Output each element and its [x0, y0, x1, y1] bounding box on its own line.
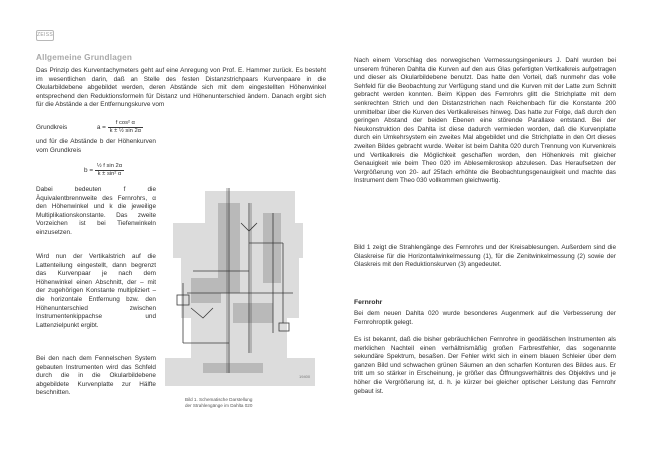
- formula-lhs: b =: [84, 167, 94, 175]
- paragraph-wird: Wird nun der Vertikalstrich auf die Lattenteilung eingestellt, dann begrenzt das Kurvenpaar je nach dem Höhenwinkel einen Abschnitt, der – mit der zugehörigen Konstante multipliziert – die horizontale Entfernung bzw. den Höhenunterschied zwischen Instrumentenkippachse und Lattenzielpunkt ergibt.: [36, 253, 156, 329]
- paragraph-fernrohr-intro: Bei dem neuen Dahlta 020 wurde besonderes Augenmerk auf die Verbesserung der Fernrohroptik gelegt.: [354, 310, 616, 326]
- paragraph-bei: Bei den nach dem Fennelschen System gebauten Instrumenten wird das Schfeld durch die in die Okularbildebene abgebildete Kurvenplatte zur Hälfte beschnitten.: [36, 355, 156, 397]
- paragraph-farbrestfehler: Es ist bekannt, daß die bisher gebräuchlichen Fernrohre in geodätischen Instrumenten als merklichen Nachteil einen verhältnismäßig großen Farbrestfehler, das sogenannte sekundäre Spektrum, besaßen. Der Fehler wirkt sich in einem blauen Schleier über dem ganzen Bild und schwachen grünen Säumen an den scharfen Konturen des Bildes aus. Er tritt um so stärker in Erscheinung, je größer das Öffnungsverhältnis des Objektivs und je höher die Vergrößerung ist, d. h. je kürzer bei gleicher optischer Leistung das Fernrohr gebaut ist.: [354, 336, 616, 395]
- figure-caption: Bild 1. Schematische Darstellung der Strahlengänge im Dahlta 020: [185, 397, 253, 409]
- formula-label: Grundkreis: [36, 124, 68, 132]
- paragraph-dabei: Dabei bedeuten f die Äquivalentbrennweite des Fernrohrs, α den Höhenwinkel und k die jeweilige Multiplikationskonstante. Das zweite Vorzeichen ist bei Tiefenwinkeln einzusetzen.: [36, 186, 156, 236]
- paragraph-bild1: Bild 1 zeigt die Strahlengänge des Fernrohrs und der Kreisablesungen. Außerdem sind die Glaskreise für die Horizontalwinkelmessung (1), für die Zenitwinkelmessung (2) sowie der Glaskreis mit den Reduktionskurven (3) angedeutet.: [354, 244, 616, 269]
- mid-paragraph: und für die Abstände b der Höhenkurven vom Grundkreis: [36, 138, 156, 154]
- formula-fraction: $\frac{\text{f cos² α}}{\text{k ± ½ sin 2α}}$: [109, 120, 142, 134]
- formula-lhs: a =: [96, 124, 106, 132]
- formula-b: [84, 163, 124, 178]
- section-heading: Allgemeine Grundlagen: [36, 53, 133, 62]
- fernrohr-heading: Fernrohr: [354, 299, 383, 306]
- formula-a: [36, 120, 143, 135]
- zeiss-logo: ZEISS: [36, 30, 54, 41]
- formula-fraction: $\frac{\text{½ f sin 2α}}{\text{k ± sin² α}}$: [96, 163, 123, 177]
- optical-path-diagram: [163, 183, 323, 388]
- intro-paragraph: Das Prinzip des Kurventachymeters geht auf eine Anregung von Prof. E. Hammer zurück. Es besteht im wesentlichen darin, daß an Stelle des festen Distanzstrichpaars Kurvenpaare in die Okularbildebene abgebildet werden, deren Abstände sich mit dem eingestellten Höhenwinkel entsprechend den Reduktionsformeln für Distanz und Höhenunterschied ändern. Danach ergibt sich für die Abstände a der Entfernungskurve vom: [36, 67, 326, 109]
- figure-id: 19400: [299, 374, 311, 379]
- paragraph-dahl: Nach einem Vorschlag des norwegischen Vermessungsingenieurs J. Dahl wurden bei unserem früheren Dahlta die Kurven auf den aus Glas gefertigten Vertikalkreis aufgetragen und dieser als Okularbildebene benutzt. Das hatte den Vorteil, daß nunmehr das volle Sehfeld für die Beobachtung zur Verfügung stand und die Kurven mit der Latte zum Schnitt gebracht werden konnten. Beim Kippen des Fernrohrs glitt die Strichplatte mit dem senkrechten Strich und den Distanzstrichen nach Reichenbach für die Konstante 200 unmittelbar über die Kurven des Vertikalkreises hinweg. Das hatte zur Folge, daß durch den geringen Abstand der beiden Ebenen eine störende Parallaxe entstand. Bei der Neukonstruktion des Dahlta ist diese dadurch vermieden worden, daß die Kurvenplatte durch ein Umkehrsystem ein zweites Mal abgebildet und die Strichplatte in den Ort dieses zweiten Bildes gebracht wurde. Weiter ist beim Dahlta 020 durch Trennung von Kurvenkreis und Vertikalkreis die Möglichkeit geschaffen worden, den Höhenkreis mit gleicher Genauigkeit wie beim Theo 020 im Ablesemikroskop abzulesen. Das Heraufsetzen der Vergrößerung von 20- auf 25fach erhöhte die Beobachtungsgenauigkeit und machte das Instrument dem Theo 030 vollkommen gleichwertig.: [354, 57, 616, 185]
